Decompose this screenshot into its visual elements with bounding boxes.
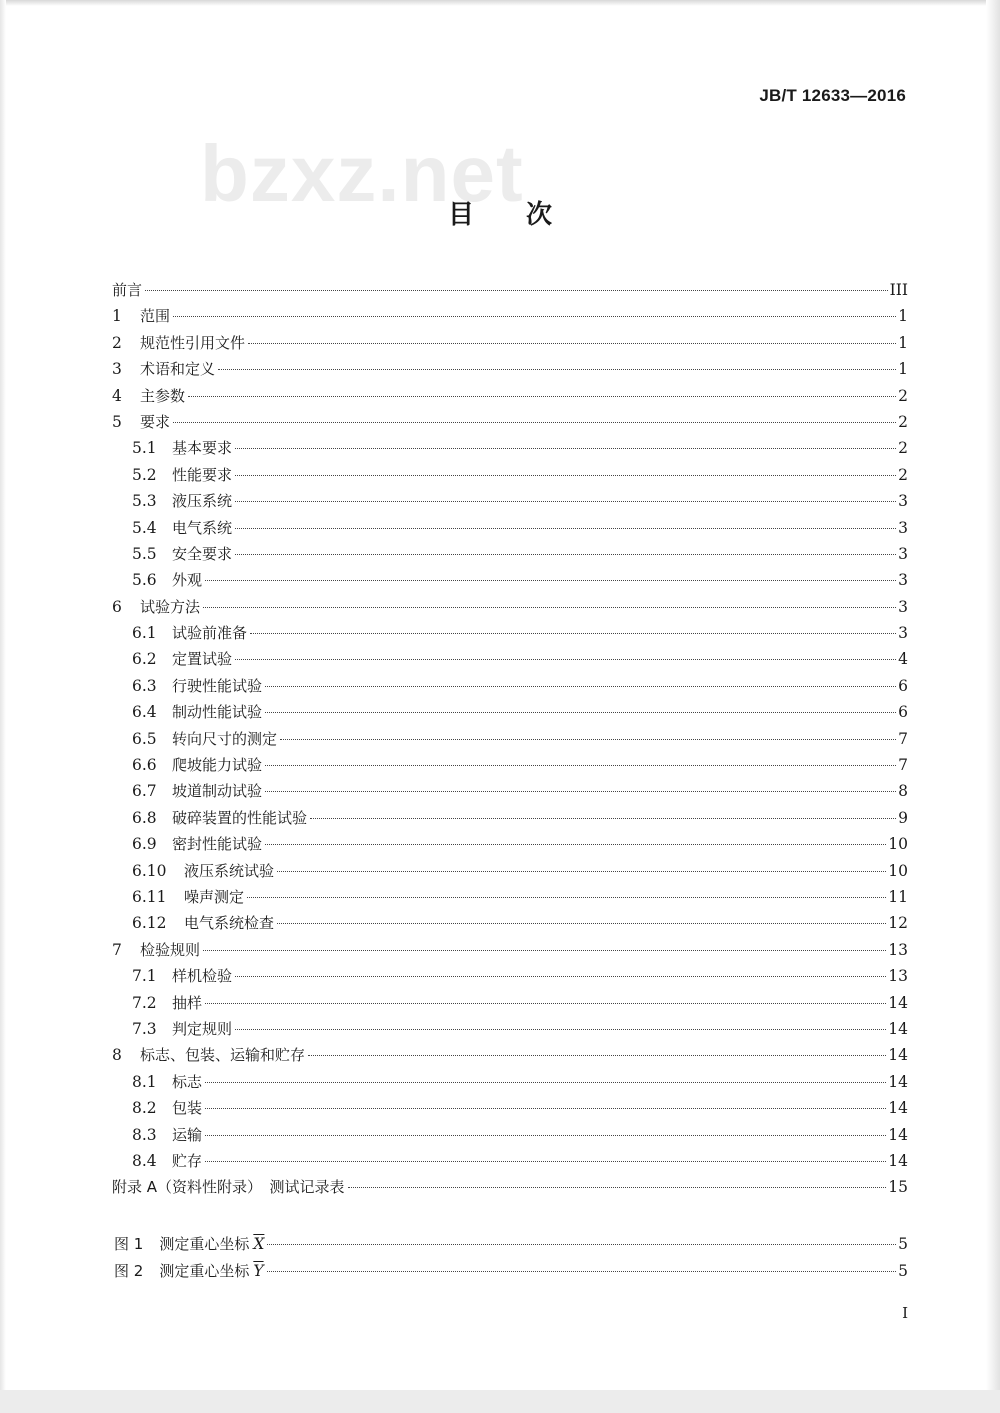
toc-entry-page: 6 [898, 703, 908, 722]
toc-leader-dots [310, 818, 896, 819]
toc-entry-number: 6.9 [132, 835, 157, 854]
figure-entry-label: 图 2 [114, 1262, 144, 1280]
toc-entry-number: 6.7 [132, 782, 157, 801]
toc-entry-page: 10 [888, 835, 908, 854]
standard-number: JB/T 12633—2016 [759, 86, 906, 105]
toc-entry-number: 6.4 [132, 703, 157, 722]
toc-entry-label: 样机检验 [172, 967, 233, 986]
toc-leader-dots [205, 1161, 886, 1162]
toc-entry[interactable] [112, 1016, 908, 1042]
figure-entry-title: 测定重心坐标 [159, 1262, 250, 1280]
toc-entry-page: 14 [888, 993, 908, 1012]
toc-entry-number: 6.10 [132, 861, 167, 880]
toc-entry-page: 10 [888, 861, 908, 880]
figure-entry-symbol: $\overline{Y}$ [253, 1262, 264, 1280]
toc-entry[interactable] [112, 805, 908, 831]
toc-entry-label: 制动性能试验 [172, 703, 263, 722]
toc-entry-number: 6.5 [132, 729, 157, 748]
toc-entry-number: 6.3 [132, 676, 157, 695]
toc-entry[interactable] [112, 752, 908, 778]
toc-entry-label: 范围 [140, 307, 171, 326]
toc-leader-dots [205, 1003, 886, 1004]
toc-leader-dots [235, 448, 896, 449]
toc-leader-dots [277, 923, 886, 924]
page-edge-top [0, 0, 1000, 6]
toc-entry-number: 2 [112, 333, 122, 352]
toc-leader-dots [218, 369, 896, 370]
toc-entry-label: 液压系统 [172, 492, 233, 511]
toc-entry[interactable] [112, 435, 908, 461]
toc-leader-dots [205, 1108, 886, 1109]
toc-entry[interactable] [112, 884, 908, 910]
toc-leader-dots [205, 1135, 886, 1136]
toc-entry[interactable] [112, 620, 908, 646]
figure-list [114, 1231, 908, 1285]
toc-entry-page: 14 [888, 1151, 908, 1170]
toc-entry-label: 前言 [112, 281, 143, 299]
figure-entry-page: 5 [898, 1235, 908, 1253]
toc-leader-dots [173, 316, 896, 317]
toc-entry-number: 8.1 [132, 1072, 157, 1091]
toc-entry[interactable] [112, 356, 908, 382]
toc-entry-page: 3 [898, 544, 908, 563]
toc-entry-page: 3 [898, 492, 908, 511]
toc-entry-page: 14 [888, 1099, 908, 1118]
toc-entry[interactable] [112, 726, 908, 752]
toc-leader-dots [145, 290, 888, 291]
watermark: bzxz.net [200, 129, 524, 218]
toc-entry-label: 转向尺寸的测定 [172, 729, 278, 748]
toc-entry-number: 6.11 [132, 887, 167, 906]
toc-leader-dots [235, 976, 886, 977]
toc-entry-number: 5.5 [132, 544, 157, 563]
toc-leader-dots [348, 1187, 887, 1188]
toc-entry-number: 4 [112, 386, 122, 405]
toc-leader-dots [277, 871, 886, 872]
toc-entry-label: 试验前准备 [172, 624, 248, 643]
toc-leader-dots [265, 765, 896, 766]
toc-entry-number: 6.6 [132, 756, 157, 775]
toc-leader-dots [250, 633, 896, 634]
toc-entry-label: 包装 [172, 1099, 203, 1118]
toc-entry[interactable] [112, 303, 908, 329]
toc-entry-page: 2 [898, 439, 908, 458]
figure-entry-label: 图 1 [114, 1235, 144, 1253]
toc-entry-page: 11 [888, 887, 908, 906]
toc-entry[interactable] [112, 1095, 908, 1121]
toc-entry-page: 4 [898, 650, 908, 669]
toc-entry-page: 9 [898, 808, 908, 827]
toc-entry-label: 行驶性能试验 [172, 676, 263, 695]
toc-leader-dots [248, 343, 896, 344]
toc-entry-label: 试验方法 [140, 597, 201, 616]
toc-entry-page: 1 [898, 307, 908, 326]
toc-entry-label: 爬坡能力试验 [172, 756, 263, 775]
toc-entry-label: 性能要求 [172, 465, 233, 484]
toc-leader-dots [235, 501, 896, 502]
toc-entry-page: 3 [898, 518, 908, 537]
toc-entry[interactable] [112, 515, 908, 541]
toc-leader-dots [265, 686, 896, 687]
toc-entry[interactable] [112, 277, 908, 303]
toc-entry-label: 附录 A（资料性附录） 测试记录表 [112, 1178, 345, 1197]
figure-entry[interactable] [114, 1258, 908, 1285]
toc-entry[interactable] [112, 1042, 908, 1068]
toc-entry-page: 7 [898, 729, 908, 748]
toc-entry-label: 基本要求 [172, 439, 233, 458]
toc-entry-label: 标志 [172, 1072, 203, 1091]
toc-entry[interactable] [112, 462, 908, 488]
toc-leader-dots [235, 475, 896, 476]
toc-entry[interactable] [112, 488, 908, 514]
toc-leader-dots [203, 950, 886, 951]
toc-entry-number: 1 [112, 307, 122, 326]
toc-entry[interactable] [112, 910, 908, 936]
toc-entry-label: 电气系统检查 [184, 914, 275, 933]
toc-leader-dots [173, 422, 896, 423]
toc-entry[interactable] [112, 646, 908, 672]
toc-entry-label: 判定规则 [172, 1019, 233, 1038]
figure-entry-title: 测定重心坐标 [159, 1235, 250, 1253]
toc-leader-dots [247, 897, 886, 898]
toc-entry[interactable] [112, 778, 908, 804]
toc-entry-number: 7.3 [132, 1019, 157, 1038]
toc-entry-page: 2 [898, 465, 908, 484]
toc-entry-page: 13 [888, 940, 908, 959]
figure-entry-symbol: $\overline{X}$ [253, 1235, 265, 1253]
toc-entry-number: 8 [112, 1046, 122, 1065]
toc-entry-label: 要求 [140, 412, 171, 431]
toc-entry-label: 破碎装置的性能试验 [172, 808, 308, 827]
toc-entry[interactable] [112, 990, 908, 1016]
toc-entry[interactable] [112, 673, 908, 699]
toc-entry-number: 8.4 [132, 1151, 157, 1170]
toc-entry-number: 6.8 [132, 808, 157, 827]
toc-entry[interactable] [112, 383, 908, 409]
toc-leader-dots [205, 1082, 886, 1083]
toc-entry-page: 3 [898, 624, 908, 643]
toc-entry-page: 6 [898, 676, 908, 695]
toc-leader-dots [267, 1271, 897, 1272]
toc-entry[interactable] [112, 1148, 908, 1174]
toc-entry-number: 6.2 [132, 650, 157, 669]
toc-entry-label: 抽样 [172, 993, 203, 1012]
toc-entry-label: 贮存 [172, 1151, 203, 1170]
toc-entry-number: 5.4 [132, 518, 157, 537]
toc-entry-number: 5 [112, 412, 122, 431]
toc-entry-page: III [889, 281, 908, 299]
toc-entry[interactable] [112, 937, 908, 963]
toc-entry[interactable] [112, 1069, 908, 1095]
toc-entry-number: 6.12 [132, 914, 167, 933]
toc-entry-label: 运输 [172, 1125, 203, 1144]
toc-leader-dots [308, 1055, 886, 1056]
toc-entry-label: 坡道制动试验 [172, 782, 263, 801]
toc-entry[interactable] [112, 409, 908, 435]
toc-leader-dots [235, 659, 896, 660]
toc-entry-label: 标志、包装、运输和贮存 [140, 1046, 306, 1065]
toc-entry-label: 定置试验 [172, 650, 233, 669]
toc-entry-number: 8.2 [132, 1099, 157, 1118]
toc-entry-number: 7 [112, 940, 122, 959]
toc-leader-dots [205, 580, 896, 581]
toc-leader-dots [265, 844, 886, 845]
toc-leader-dots [265, 712, 896, 713]
toc-entry-number: 7.2 [132, 993, 157, 1012]
toc-leader-dots [235, 554, 896, 555]
toc-entry-label: 电气系统 [172, 518, 233, 537]
toc-entry-page: 15 [888, 1178, 908, 1197]
page-title: 目次 [447, 200, 604, 230]
toc-entry[interactable] [112, 1122, 908, 1148]
toc-entry-label: 检验规则 [140, 940, 201, 959]
toc-entry-page: 1 [898, 333, 908, 352]
toc-entry-page: 3 [898, 597, 908, 616]
toc-entry-page: 14 [888, 1072, 908, 1091]
toc-entry[interactable] [112, 541, 908, 567]
toc-leader-dots [235, 1029, 886, 1030]
toc-entry-number: 8.3 [132, 1125, 157, 1144]
toc-entry[interactable] [112, 831, 908, 857]
toc-entry-label: 主参数 [140, 386, 186, 405]
toc-entry-page: 7 [898, 756, 908, 775]
toc-entry-page: 14 [888, 1046, 908, 1065]
figure-entry-page: 5 [898, 1262, 908, 1280]
toc-entry[interactable] [112, 330, 908, 356]
toc-entry[interactable] [112, 699, 908, 725]
toc-entry-label: 噪声测定 [184, 887, 245, 906]
toc-entry-number: 7.1 [132, 967, 157, 986]
page-bottom-strip [0, 1390, 1000, 1413]
toc-leader-dots [265, 791, 896, 792]
toc-entry-page: 8 [898, 782, 908, 801]
toc-entry-number: 5.3 [132, 492, 157, 511]
toc-entry-page: 12 [888, 914, 908, 933]
toc-entry-label: 液压系统试验 [184, 861, 275, 880]
toc-entry-number: 5.1 [132, 439, 157, 458]
toc-entry[interactable] [112, 594, 908, 620]
toc-entry-label: 密封性能试验 [172, 835, 263, 854]
page-number: I [902, 1304, 908, 1322]
toc-leader-dots [235, 528, 896, 529]
toc-leader-dots [280, 739, 896, 740]
toc-entry-page: 14 [888, 1019, 908, 1038]
toc-entry[interactable] [112, 963, 908, 989]
figure-entry[interactable] [114, 1231, 908, 1258]
toc-leader-dots [267, 1244, 896, 1245]
toc-leader-dots [203, 607, 896, 608]
toc-entry-label: 外观 [172, 571, 203, 590]
toc-entry[interactable] [112, 1174, 908, 1200]
toc-entry-number: 6 [112, 597, 122, 616]
toc-entry-label: 术语和定义 [140, 360, 216, 379]
toc-entry-label: 规范性引用文件 [140, 333, 246, 352]
toc-entry-number: 6.1 [132, 624, 157, 643]
toc-entry-page: 2 [898, 386, 908, 405]
toc-entry[interactable] [112, 858, 908, 884]
toc-entry-number: 3 [112, 360, 122, 379]
table-of-contents [112, 277, 908, 1201]
toc-entry-page: 14 [888, 1125, 908, 1144]
toc-entry[interactable] [112, 567, 908, 593]
toc-entry-page: 13 [888, 967, 908, 986]
toc-entry-page: 2 [898, 412, 908, 431]
toc-entry-page: 3 [898, 571, 908, 590]
toc-entry-number: 5.6 [132, 571, 157, 590]
toc-entry-label: 安全要求 [172, 544, 233, 563]
toc-entry-page: 1 [898, 360, 908, 379]
toc-entry-number: 5.2 [132, 465, 157, 484]
toc-leader-dots [188, 396, 896, 397]
